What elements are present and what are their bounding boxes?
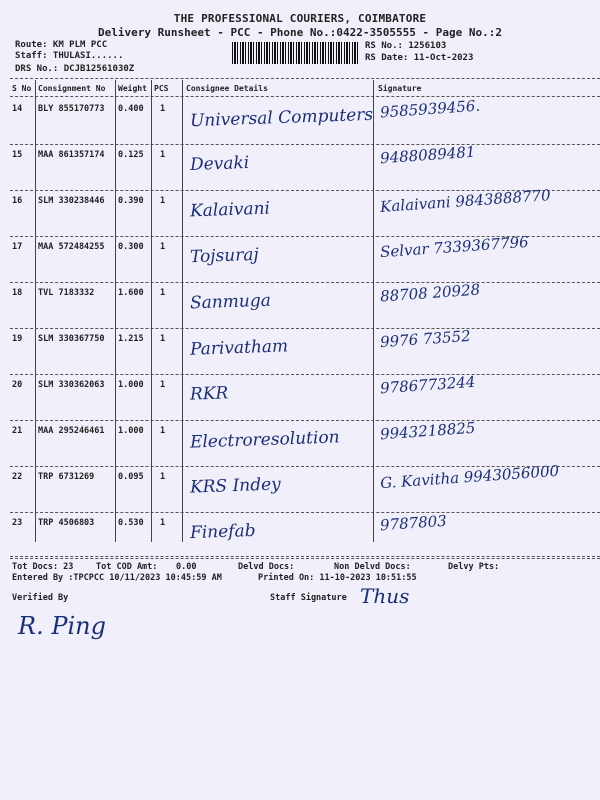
total-docs: Tot Docs: 23 [12,562,74,572]
consignment-number: BLY 855170773 [38,104,105,114]
weight-value: 1.000 [118,380,144,390]
rs-date: RS Date: 11-Oct-2023 [365,53,474,63]
consignment-number: MAA 572484255 [38,242,105,252]
table-row [10,144,600,190]
signature-handwriting: 9488089481 [379,142,476,168]
signature-handwriting: G. Kavitha 9943056000 [379,461,560,493]
weight-value: 0.125 [118,150,144,160]
pieces-count: 1 [160,518,166,528]
signature-handwriting: 9976 73552 [379,326,472,352]
weight-value: 0.095 [118,472,144,482]
serial-number: 21 [12,426,23,436]
header-top-rule [10,78,600,79]
consignee-name: RKR [189,383,229,405]
consignment-number: TRP 6731269 [38,472,95,482]
table-row [10,232,600,282]
consignment-number: SLM 330367750 [38,334,105,344]
table-row [10,98,600,144]
table-row [10,282,600,328]
printed-on: Printed On: 11-10-2023 10:51:55 [258,573,417,583]
table-row [10,186,600,236]
serial-number: 23 [12,518,23,528]
weight-value: 0.400 [118,104,144,114]
pieces-count: 1 [160,150,166,160]
consignee-name: Kalaivani [189,198,271,222]
total-cod-label: Tot COD Amt: [96,562,158,572]
consignment-number: MAA 295246461 [38,426,105,436]
weight-value: 1.000 [118,426,144,436]
pieces-count: 1 [160,242,166,252]
consignment-number: TVL 7183332 [38,288,95,298]
signature-handwriting: 88708 20928 [379,280,481,306]
consignee-name: Universal Computers [189,104,374,132]
consignment-number: TRP 4506803 [38,518,95,528]
staff-signature-label: Staff Signature [270,593,347,603]
weight-value: 0.300 [118,242,144,252]
table-row [10,461,600,512]
consignee-name: Finefab [189,520,256,544]
serial-number: 18 [12,288,23,298]
serial-number: 22 [12,472,23,482]
staff-signature: Thus [360,584,410,608]
consignee-name: Devaki [189,152,250,176]
weight-value: 0.530 [118,518,144,528]
col-consignee: Consignee Details [186,84,268,93]
serial-number: 20 [12,380,23,390]
serial-number: 17 [12,242,23,252]
pieces-count: 1 [160,104,166,114]
runsheet-subtitle: Delivery Runsheet - PCC - Phone No.:0422-3505555 - Page No.:2 [98,26,502,39]
delivered-docs: Delvd Docs: [238,562,295,572]
verifier-signature: R. Ping [18,612,106,640]
consignee-name: Tojsuraj [189,244,260,268]
col-sno: S No [12,84,32,93]
consignee-name: Parivatham [189,336,289,360]
serial-number: 16 [12,196,23,206]
delivery-points: Delvy Pts: [448,562,500,572]
weight-value: 1.600 [118,288,144,298]
signature-handwriting: 9787803 [379,511,448,535]
entered-by: Entered By :TPCPCC 10/11/2023 10:45:59 AM [12,573,222,583]
row-rule [10,558,600,559]
table-row [10,512,600,558]
pieces-count: 1 [160,426,166,436]
col-pcs: PCS [154,84,169,93]
header-bottom-rule [10,96,600,97]
signature-handwriting: 9786773244 [379,372,476,398]
consignment-number: MAA 861357174 [38,150,105,160]
signature-handwriting: 9585939456. [379,96,481,122]
col-consignment: Consignment No [38,84,106,93]
consignee-name: KRS Indey [189,474,282,498]
signature-handwriting: 9943218825 [379,418,476,444]
total-cod-amount: 0.00 [176,562,197,572]
table-row [10,328,600,374]
drs-number: DRS No.: DCJB12561030Z [15,64,135,74]
footer-rule [10,556,600,557]
barcode [232,42,360,64]
col-signature: Signature [378,84,422,93]
table-row [10,420,600,466]
serial-number: 15 [12,150,23,160]
consignee-name: Electroresolution [189,427,340,453]
signature-handwriting: Kalaivani 9843888770 [379,186,552,216]
signature-handwriting: Selvar 7339367796 [379,232,530,262]
non-delivered-docs: Non Delvd Docs: [334,562,411,572]
serial-number: 19 [12,334,23,344]
route-label: Route: KM PLM PCC [15,40,108,50]
consignment-number: SLM 330238446 [38,196,105,206]
pieces-count: 1 [160,472,166,482]
serial-number: 14 [12,104,23,114]
company-title: THE PROFESSIONAL COURIERS, COIMBATORE [173,12,427,25]
weight-value: 1.215 [118,334,144,344]
verified-by-label: Verified By [12,593,69,603]
staff-label: Staff: THULASI...... [15,51,124,61]
pieces-count: 1 [160,380,166,390]
table-row [10,374,600,420]
consignee-name: Sanmuga [189,290,272,314]
col-weight: Weight [118,84,147,93]
consignment-number: SLM 330362063 [38,380,105,390]
rs-number: RS No.: 1256103 [365,41,447,51]
pieces-count: 1 [160,334,166,344]
weight-value: 0.390 [118,196,144,206]
pieces-count: 1 [160,288,166,298]
pieces-count: 1 [160,196,166,206]
